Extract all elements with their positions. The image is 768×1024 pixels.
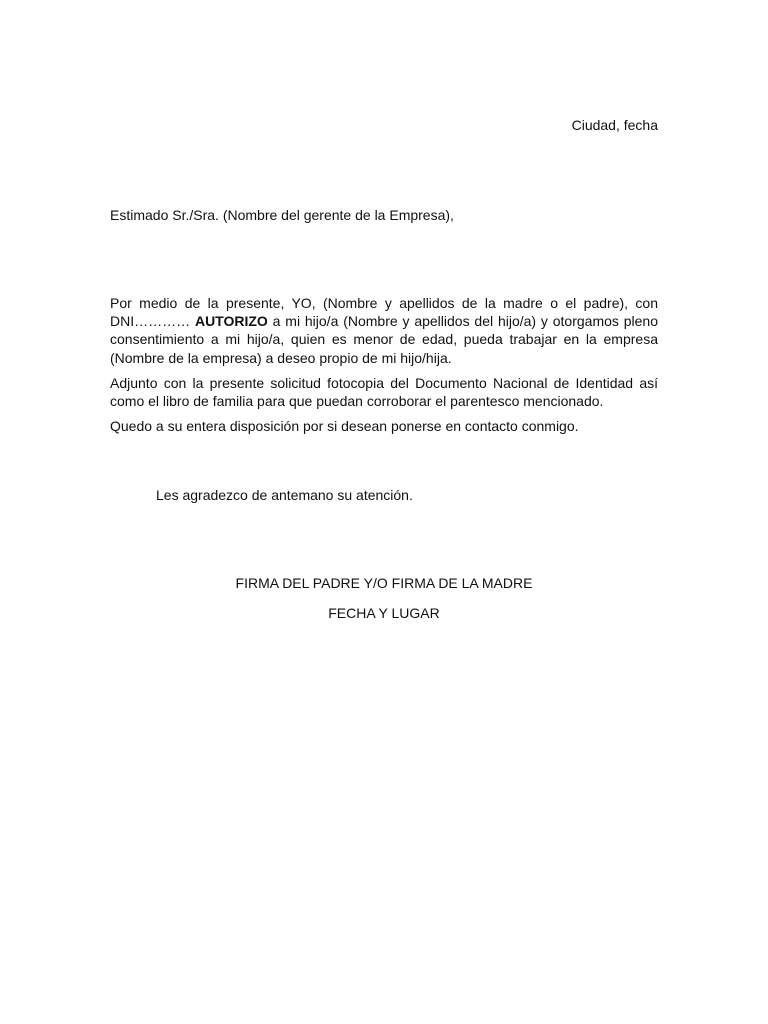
date-line: Ciudad, fecha <box>571 117 658 133</box>
paragraph-authorization <box>110 294 658 367</box>
paragraph-authorization-rest: a mi hijo/a (Nombre y apellidos del hijo/a) y otorgamos pleno consentimiento a mi hijo/a, quien es menor de edad, pueda trabajar en la empresa (Nombre de la empresa) a deseo propio de mi hijo/hija. <box>110 313 658 366</box>
salutation: Estimado Sr./Sra. (Nombre del gerente de la Empresa), <box>110 207 454 223</box>
date-place-line: FECHA Y LUGAR <box>328 605 440 621</box>
letter-body <box>110 294 658 435</box>
thanks-line: Les agradezco de antemano su atención. <box>156 487 413 503</box>
signature-line: FIRMA DEL PADRE Y/O FIRMA DE LA MADRE <box>235 575 533 591</box>
authorization-keyword: AUTORIZO <box>194 313 268 330</box>
paragraph-attachments: Adjunto con la presente solicitud fotocopia del Documento Nacional de Identidad así como el libro de familia para que puedan corroborar el parentesco mencionado. <box>110 374 658 410</box>
paragraph-availability: Quedo a su entera disposición por si desean ponerse en contacto conmigo. <box>110 418 579 435</box>
paragraph-authorization-intro: Por medio de la presente, YO, (Nombre y apellidos de la madre o el padre), con DNI………… <box>110 295 658 330</box>
